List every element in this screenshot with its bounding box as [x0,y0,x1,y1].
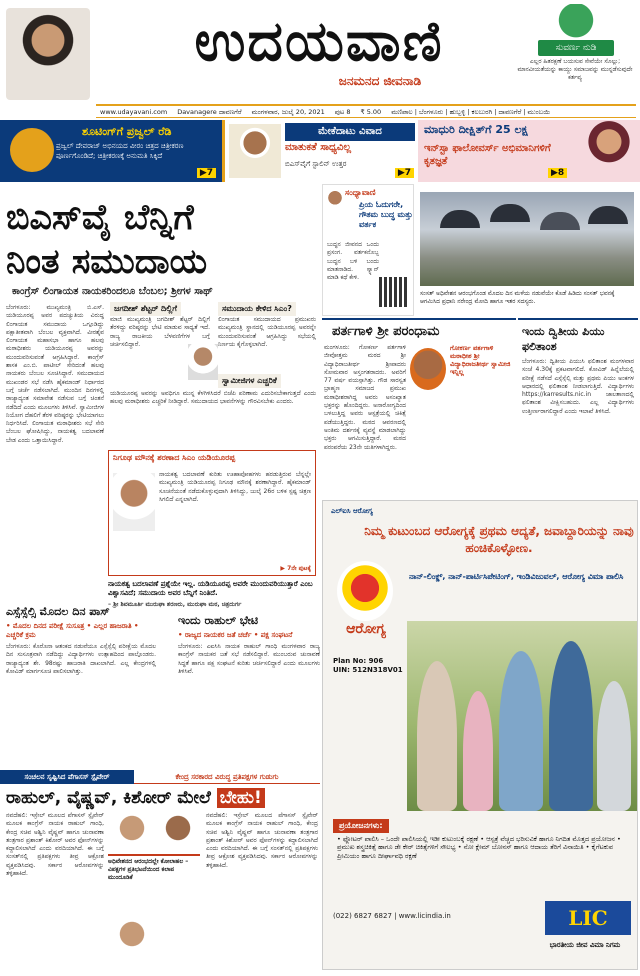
swamiji-body: ಯಡಿಯೂರಪ್ಪ ಅವರನ್ನು ಅವಧಿಗೂ ಮುನ್ನ ಕೆಳಗಿಳಿಸಿದರೆ ಬಿಜೆಪಿ ಪರಿಣಾಮ ಎದುರಿಸಬೇಕಾಗುತ್ತದೆ ಎಂದು ಹಲವು ಮಠಾಧೀಶರು ಎಚ್ಚರಿಕೆ ನೀಡಿದ್ದಾರೆ. ಸಮುದಾಯದ ಭಾವನೆಗಳನ್ನು ಗೌರವಿಸಬೇಕು ಎಂದರು. [110,390,316,406]
yeddy-body: ನಾಯಕತ್ವ ಬದಲಾವಣೆ ಕುರಿತು ಊಹಾಪೋಹಗಳು ಹರಡುತ್ತಿರುವ ಬೆನ್ನಲ್ಲೇ ಮುಖ್ಯಮಂತ್ರಿ ಯಡಿಯೂರಪ್ಪ ನಿಗೂಢ ಮೌನಕ್ಕೆ ಶರಣಾಗಿದ್ದಾರೆ. ಹೈಕಮಾಂಡ್ ಸೂಚನೆಯಂತೆ ನಡೆದುಕೊಳ್ಳುವುದಾಗಿ ತಿಳಿಸಿದ್ದು, ಜುಲೈ 26ರ ಬಳಿಕ ಸ್ಪಷ್ಟ ಚಿತ್ರಣ ಸಿಗಲಿದೆ ಎನ್ನಲಾಗಿದೆ. [159,471,311,503]
stalin-photo [229,124,281,178]
person-figure [417,661,457,811]
madhuri-photo [578,120,640,182]
sslc-story [6,605,156,763]
sslc-points: • ಮೊದಲ ದಿನದ ಪರೀಕ್ಷೆ ಸುಸೂತ್ರ • ಎಲ್ಲರ ಹಾಜರಾತಿ • ಎಚ್ಚರಿಕೆ ಕ್ರಮ [6,622,139,639]
kishor-photo [158,812,198,852]
swamiji-photo [410,348,446,390]
ad-badge: ಆರೋಗ್ಯ [346,621,386,637]
shettar-photo [188,344,218,380]
umbrella-icon [440,210,480,228]
page-ref: ▶7 [197,168,216,178]
page-ref: ▶ 7ನೇ ಪುಟಕ್ಕೆ [280,565,311,572]
suvarna-label: ಸುವರ್ಣ ನುಡಿ [538,40,614,56]
lead-body: ಬೆಂಗಳೂರು: ಮುಖ್ಯಮಂತ್ರಿ ಬಿ.ಎಸ್. ಯಡಿಯೂರಪ್ಪ ಅವರ ಪದಚ್ಯುತಿಯ ವಿರುದ್ಧ ಲಿಂಗಾಯತ ಸಮುದಾಯ ಒಗ್ಗೂಡಿದ್ದು ಪಕ್ಷಾತೀತವಾಗಿ ಬೆಂಬಲ ವ್ಯಕ್ತವಾಗಿದೆ. ವೀರಶೈವ ಲಿಂಗಾಯತ ಮಹಾಸಭಾ ಹಾಗೂ ಹಲವು ಮಠಾಧೀಶರು ಯಡಿಯೂರಪ್ಪ ಅವರನ್ನು ಮುಂದುವರಿಸುವಂತೆ ಆಗ್ರಹಿಸಿದ್ದಾರೆ. ಕಾಂಗ್ರೆಸ್ ಶಾಸಕ ಎಂ.ಬಿ. ಪಾಟೀಲ್ ಸೇರಿದಂತೆ ಹಲವು ನಾಯಕರು ಬೆಂಬಲ ಸೂಚಿಸಿದ್ದಾರೆ. ಸಮುದಾಯದ ಮುಖಂಡರ ಸಭೆ ನಡೆಸಿ ಹೈಕಮಾಂಡ್ ನಿರ್ಧಾರದ ಬಗ್ಗೆ ಚರ್ಚೆ ನಡೆಸಲಾಗಿದೆ. ಮುಂದಿನ ದಿನಗಳಲ್ಲಿ ರಾಜ್ಯಾದ್ಯಂತ ಸಮಾವೇಶ ನಡೆಸುವ ಬಗ್ಗೆ ಚಿಂತನೆ ನಡೆದಿದೆ ಎಂದು ಮೂಲಗಳು ತಿಳಿಸಿವೆ. ಸ್ವಾಮೀಜಿಗಳ ನಿಯೋಗ ದೆಹಲಿಗೆ ತೆರಳಿ ವರಿಷ್ಠರನ್ನು ಭೇಟಿಯಾಗಲು ನಿರ್ಧರಿಸಿದೆ. ಲಿಂಗಾಯತ ಮಠಾಧೀಶರು ಸಭೆ ಸೇರಿ ಬೆಂಬಲ ಘೋಷಿಸಿದ್ದು, ನಾಯಕತ್ವ ಬದಲಾವಣೆ ಬೇಡ ಎಂದು ಒತ್ತಾಯಿಸಿದ್ದಾರೆ. [6,304,104,444]
author-photo [325,189,345,211]
ad-contact: (022) 6827 6827 | www.licindia.in [333,912,451,920]
sandhya-headline: ಪ್ರಿಯ ಓದುಗರೇ, ಗೌತಮ ಬುದ್ಧ ಮತ್ತು ವರ್ತಕ [359,200,413,229]
yeddy-headline: ನಿಗೂಢ ಮೌನಕ್ಕೆ ಶರಣಾದ ಸಿಎಂ ಯಡಿಯೂರಪ್ಪ [113,453,236,462]
rahul-visit-body: ಬೆಂಗಳೂರು: ಎಐಸಿಸಿ ನಾಯಕ ರಾಹುಲ್ ಗಾಂಧಿ ಮಂಗಳವಾರ ರಾಜ್ಯ ಕಾಂಗ್ರೆಸ್ ನಾಯಕರ ಜತೆ ಸಭೆ ನಡೆಸಲಿದ್ದಾರೆ. ಮುಂಬರುವ ಚುನಾವಣೆ ಸಿದ್ಧತೆ ಹಾಗೂ ಪಕ್ಷ ಸಂಘಟನೆ ಕುರಿತು ಚರ್ಚಿಸಲಿದ್ದಾರೆ ಎಂದು ಮೂಲಗಳು ತಿಳಿಸಿವೆ. [178,643,320,675]
heart-icon [337,561,393,621]
pegasus-body-cont: ನವದೆಹಲಿ: ಇಸ್ರೇಲ್ ಮೂಲದ ಪೆಗಾಸಸ್ ಸ್ಪೈವೇರ್ ಮೂಲಕ ಕಾಂಗ್ರೆಸ್ ನಾಯಕ ರಾಹುಲ್ ಗಾಂಧಿ, ಕೇಂದ್ರ ಸಚಿವ ಅಶ್ವಿನಿ ವೈಷ್ಣವ್ ಹಾಗೂ ಚುನಾವಣಾ ತಂತ್ರಗಾರ ಪ್ರಶಾಂತ್ ಕಿಶೋರ್ ಅವರ ಫೋನ್‌ಗಳನ್ನು ಕದ್ದಾಲಿಸಲಾಗಿದೆ ಎಂದು ವರದಿಯಾಗಿದೆ. ಈ ಬಗ್ಗೆ ಸಂಸತ್‌ನಲ್ಲಿ ಪ್ರತಿಪಕ್ಷಗಳು ತೀವ್ರ ಆಕ್ರೋಶ ವ್ಯಕ್ತಪಡಿಸಿದವು. ಸರ್ಕಾರ ಆರೋಪಗಳನ್ನು ತಳ್ಳಿಹಾಕಿದೆ. [206,812,318,869]
rahul-photo [112,812,152,852]
pegasus-banner [0,770,320,784]
puc-result-story [518,318,638,508]
teaser-mekedatu [222,120,418,182]
benefits-title: ಪ್ರಯೋಜನಗಳು: [333,819,389,833]
banner-right: ಕೇಂದ್ರ ಸರಕಾರದ ವಿರುದ್ಧ ಪ್ರತಿಪಕ್ಷಗಳ ಗುಡುಗು [134,770,320,784]
lic-logo: LIC [545,901,631,935]
puc-body: ಬೆಂಗಳೂರು: ದ್ವಿತೀಯ ಪಿಯುಸಿ ಫಲಿತಾಂಶ ಮಂಗಳವಾರ ಸಂಜೆ 4.30ಕ್ಕೆ ಪ್ರಕಟವಾಗಲಿದೆ. ಕೋವಿಡ್ ಹಿನ್ನೆಲೆಯಲ್ಲಿ ಪರೀಕ್ಷೆ ನಡೆಸದೆ ಎಸ್ಸೆಸ್ಸೆಲ್ಸಿ ಮತ್ತು ಪ್ರಥಮ ಪಿಯು ಅಂಕಗಳ ಆಧಾರದಲ್ಲಿ ಫಲಿತಾಂಶ ನೀಡಲಾಗುತ್ತಿದೆ. ವಿದ್ಯಾರ್ಥಿಗಳು https://karresults.nic.in ಜಾಲತಾಣದಲ್ಲಿ ಫಲಿತಾಂಶ ವೀಕ್ಷಿಸಬಹುದು. ಎಲ್ಲ ವಿದ್ಯಾರ್ಥಿಗಳು ಉತ್ತೀರ್ಣರಾಗಲಿದ್ದಾರೆ ಎಂದು ಇಲಾಖೆ ತಿಳಿಸಿದೆ. [522,358,634,415]
teaser-sub2: ಬಿಎಸ್‌ವೈಗೆ ಸ್ಟಾಲಿನ್ ಉತ್ತರ [285,160,347,168]
teaser-strip [0,120,640,182]
teaser-headline: ಮಾಧುರಿ ದೀಕ್ಷಿತ್‌ಗೆ 25 ಲಕ್ಷ [424,123,528,136]
person-figure [597,681,631,811]
masthead [0,0,640,104]
banner-left: ಸಂಚಲನ ಸೃಷ್ಟಿಸಿದ ಪೆಗಾಸಸ್ ಸ್ಪೈವೇರ್ [0,770,134,784]
yeddyurappa-photo [113,473,155,531]
teaser-sub: ಪ್ರಜ್ವಲ್ ದೇವರಾಜ್ ಅಭಿನಯದ ವೀರಂ ಚಿತ್ರದ ಚಿತ್ರೀಕರಣ ಪೂರ್ಣಗೊಂಡಿದೆ; ಚಿತ್ರೀಕರಣಕ್ಕೆ ಅನುಮತಿ ಸಿಕ್ಕಿದೆ [56,142,184,160]
teaser-prajwal [0,120,222,182]
umbrella-icon [540,212,580,230]
jagadish-body: ಮಾಜಿ ಮುಖ್ಯಮಂತ್ರಿ ಜಗದೀಶ್ ಶೆಟ್ಟರ್ ದಿಲ್ಲಿಗೆ ತೆರಳಿದ್ದು ವರಿಷ್ಠರನ್ನು ಭೇಟಿ ಮಾಡುವ ಸಾಧ್ಯತೆ ಇದೆ. ರಾಜ್ಯ ರಾಜಕೀಯ ಬೆಳವಣಿಗೆಗಳ ಬಗ್ಗೆ ಚರ್ಚಿಸಲಿದ್ದಾರೆ. [110,316,210,348]
teaser-headline: ಮೇಕೆದಾಟು ವಿವಾದ [285,123,415,141]
lead-headline [6,196,316,284]
lead-subheadline: ಕಾಂಗ್ರೆಸ್ ಲಿಂಗಾಯತ ನಾಯಕರಿಂದಲೂ ಬೆಂಬಲ; ಶ್ರೀಗಳ ಸಾಥ್ [12,286,213,297]
parthagali-story [322,318,516,508]
parthi-body: ಮಂಗಳೂರು: ಗೋಕರ್ಣ ಪರ್ತಗಾಳಿ ಜೀವೋತ್ತಮ ಮಠದ ಶ್ರೀ ವಿದ್ಯಾಧಿರಾಜತೀರ್ಥ ಶ್ರೀಪಾದರು ಸೋಮವಾರ ಅಸ್ತಂಗತರಾದರು. ಅವರಿಗೆ 77 ವರ್ಷ ವಯಸ್ಸಾಗಿತ್ತು. ಗೌಡ ಸಾರಸ್ವತ ಬ್ರಾಹ್ಮಣ ಸಮಾಜದ ಪ್ರಮುಖ ಮಠಾಧೀಶರಾಗಿದ್ದ ಅವರು ಅಸಂಖ್ಯಾತ ಭಕ್ತರನ್ನು ಹೊಂದಿದ್ದರು. ಅನಾರೋಗ್ಯದಿಂದ ಬಳಲುತ್ತಿದ್ದ ಅವರು ಆಸ್ಪತ್ರೆಯಲ್ಲಿ ಚಿಕಿತ್ಸೆ ಪಡೆಯುತ್ತಿದ್ದರು. ಮಠದ ಆವರಣದಲ್ಲಿ ಅಂತಿಮ ದರ್ಶನಕ್ಕೆ ವ್ಯವಸ್ಥೆ ಮಾಡಲಾಗಿದ್ದು ಭಕ್ತರು ಆಗಮಿಸುತ್ತಿದ್ದಾರೆ. ಮಠದ ಪರಂಪರೆಯ 23ನೇ ಯತಿಗಳಾಗಿದ್ದರು. [324,344,406,451]
teaser-sub: ಮಾತುಕತೆ ಸಾಧ್ಯವಿಲ್ಲ [285,142,352,153]
parthi-headline: ಪರ್ತಗಾಳಿ ಶ್ರೀ ಪರಂಧಾಮ [332,324,440,339]
jagadish-label: ಜಗದೀಶ್ ಶೆಟ್ಟರ್ ದಿಲ್ಲಿಗೆ [110,302,181,316]
tree-icon [556,4,596,40]
masthead-actor-photo [6,8,90,100]
rahul-visit-points: • ರಾಜ್ಯದ ನಾಯಕರ ಜತೆ ಚರ್ಚೆ • ಪಕ್ಷ ಸಂಘಟನೆ [178,631,293,639]
teaser-madhuri [418,120,640,182]
lic-tagline: ಭಾರತೀಯ ಜೀವ ವಿಮಾ ನಿಗಮ [549,941,621,949]
samudaya-label: ಸಮುದಾಯ ಕೇಳಿದ ಸಿಎಂ? [218,302,296,316]
suvarna-nudi-box [516,4,634,100]
parliament-box: ಅಧಿವೇಶನದ ಆರಂಭದಲ್ಲೇ ಕೋಲಾಹಲ – ವಿಪಕ್ಷಗಳ ಪ್ರತಿಭಟನೆಯಿಂದ ಕಲಾಪ ಮುಂದೂಡಿಕೆ [108,854,200,914]
newspaper-logo: ಉದಯವಾಣಿ [194,8,444,73]
yeddyurappa-box [108,450,316,576]
sandhyavani-box [322,184,414,316]
parthi-quote: ಗೋಕರ್ಣ ಪರ್ತಗಾಳಿ ಮಠಾಧೀಶ ಶ್ರೀ ವಿದ್ಯಾಧಿರಾಜತೀರ್ಥ ಸ್ವಾಮೀಜಿ ಇನ್ನಿಲ್ಲ [450,344,511,376]
rahul-visit-headline: ಇಂದು ರಾಹುಲ್ ಭೇಟಿ [178,614,259,627]
ad-plan-info [333,657,413,675]
website: www.udayavani.com [100,108,168,116]
person-figure [463,691,493,811]
pegasus-headline-highlight: ಬೇಹು! [217,788,265,808]
pegasus-headline-text: ರಾಹುಲ್, ವೈಷ್ಣವ್, ಕಿಶೋರ್ ಮೇಲೆ [6,788,211,808]
parliament-rain-photo [420,192,634,286]
family-photo [407,621,637,811]
cities: ಮಣಿಪಾಲ | ಬೆಂಗಳೂರು | ಹುಬ್ಬಳ್ಳಿ | ಕಲಬುರಗಿ | ದಾವಣಗೆರೆ | ಮುಂಬಯಿ [391,108,551,116]
qr-code-icon[interactable] [379,277,409,307]
rahul-visit-story [178,614,320,753]
film-icon [10,128,54,172]
teaser-headline: ಶೂಟಿಂಗ್‌ಗೆ ಪ್ರಜ್ವಲ್ ರೆಡಿ [82,125,172,138]
suvarna-text: ಎಲ್ಲರ ಹಿತರಕ್ಷಣೆ ಬಯಸುವ ಸೇವೆಯೇ ಸೊಲ್ಲು; ಮಾನವೀಯತೆಯನ್ನು ಕಾಯ್ದು ಸಮಾಜವನ್ನು ಮುನ್ನಡೆಸುವುದೇ ಕರ್ತವ್ಯ [517,58,633,81]
sslc-headline: ಎಸ್ಸೆಸ್ಸೆಲ್ಸಿ ಮೊದಲ ದಿನ ಪಾಸ್ [6,605,110,618]
lead-headline-line1: ಬಿಎಸ್‌ವೈ ಬೆನ್ನಿಗೆ [6,197,194,238]
lead-headline-line2: ನಿಂತ ಸಮುದಾಯ [6,241,208,282]
photo-caption: ಸಂಸತ್ ಅಧಿವೇಶನ ಆರಂಭಗೊಂಡ ಮೊದಲ ದಿನ ಮಳೆಯ ನಡುವೆಯೇ ಕೊಡೆ ಹಿಡಿದು ಸಂಸತ್ ಭವನಕ್ಕೆ ಆಗಮಿಸಿದ ಪ್ರಧಾನಿ ನರೇಂದ್ರ ಮೋದಿ ಹಾಗೂ ಇತರ ಸದಸ್ಯರು. [420,290,615,305]
swamiji-label: ಸ್ವಾಮೀಜಿಗಳ ಎಚ್ಚರಿಕೆ [218,374,281,388]
pages: ಪುಟ 8 [334,108,351,116]
samudaya-body: ಲಿಂಗಾಯತ ಸಮುದಾಯದ ಪ್ರಮುಖರು ಮುಖ್ಯಮಂತ್ರಿ ಸ್ಥಾನದಲ್ಲಿ ಯಡಿಯೂರಪ್ಪ ಅವರನ್ನೇ ಮುಂದುವರಿಸುವಂತೆ ಆಗ್ರಹಿಸಿದ್ದು ಸಭೆಯಲ್ಲಿ ನಿರ್ಣಯ ಕೈಗೊಳ್ಳಲಾಗಿದೆ. [218,316,316,348]
person-figure [499,651,543,811]
edition: Davanagere ದಾವಣಗೆರೆ [177,108,242,116]
tagline: ಜನಮನದ ಜೀವನಾಡಿ [338,74,422,88]
ad-headline: ನಿಮ್ಮ ಕುಟುಂಬದ ಆರೋಗ್ಯಕ್ಕೆ ಪ್ರಥಮ ಆದ್ಯತೆ, ಜವಾಬ್ದಾರಿಯನ್ನು ನಾವು ಹಂಚಿಕೊಳ್ಳೋಣ. [364,524,634,555]
page-ref: ▶7 [395,168,414,178]
page-ref: ▶8 [548,168,567,178]
puc-headline: ಇಂದು ದ್ವಿತೀಯ ಪಿಯು ಫಲಿತಾಂಶ [522,325,605,353]
price: ₹ 5.00 [360,108,382,116]
teaser-sub: ಇನ್‌ಸ್ಟಾ ಫಾಲೋವರ್ಸ್ ಅಭಿಮಾನಿಗಳಿಗೆ ಕೃತಜ್ಞತೆ [424,143,551,167]
vaishnaw-photo [112,918,152,958]
pegasus-body: ನವದೆಹಲಿ: ಇಸ್ರೇಲ್ ಮೂಲದ ಪೆಗಾಸಸ್ ಸ್ಪೈವೇರ್ ಮೂಲಕ ಕಾಂಗ್ರೆಸ್ ನಾಯಕ ರಾಹುಲ್ ಗಾಂಧಿ, ಕೇಂದ್ರ ಸಚಿವ ಅಶ್ವಿನಿ ವೈಷ್ಣವ್ ಹಾಗೂ ಚುನಾವಣಾ ತಂತ್ರಗಾರ ಪ್ರಶಾಂತ್ ಕಿಶೋರ್ ಅವರ ಫೋನ್‌ಗಳನ್ನು ಕದ್ದಾಲಿಸಲಾಗಿದೆ ಎಂದು ವರದಿಯಾಗಿದೆ. ಈ ಬಗ್ಗೆ ಸಂಸತ್‌ನಲ್ಲಿ ಪ್ರತಿಪಕ್ಷಗಳು ತೀವ್ರ ಆಕ್ರೋಶ ವ್ಯಕ್ತಪಡಿಸಿದವು. ಸರ್ಕಾರ ಆರೋಪಗಳನ್ನು ತಳ್ಳಿಹಾಕಿದೆ. [6,812,104,878]
date: ಮಂಗಳವಾರ, ಜುಲೈ 20, 2021 [251,108,325,116]
ad-features: ನಾನ್-ಲಿಂಕ್ಡ್, ನಾನ್-ಪಾರ್ಟಿಸಿಪೇಟಿಂಗ್, ಇಂಡಿವಿಜುವಲ್, ಆರೋಗ್ಯ ವಿಮಾ ಪಾಲಿಸಿ [409,572,624,581]
sandhya-body: ಬುದ್ಧನ ಜೀವನದ ಒಂದು ಪ್ರಸಂಗ. ವರ್ತಕನೊಬ್ಬ ಬುದ್ಧನ ಬಳಿ ಬಂದು ಮಾತನಾಡಿದ. ಸ್ಕ್ಯಾನ್ ಮಾಡಿ ಕಥೆ ಕೇಳಿ. [327,241,379,282]
plan-no: Plan No: 906 [333,657,384,665]
quote-author: – ಶ್ರೀ ಶಿವಮೂರ್ತಿ ಮುರುಘಾ ಶರಣರು, ಮುರುಘಾ ಮಠ, ಚಿತ್ರದುರ್ಗ [108,601,242,608]
umbrella-icon [588,206,628,224]
lic-arogya-ad [322,500,638,970]
person-figure [549,641,593,811]
quote-text: ನಾಯಕತ್ವ ಬದಲಾವಣೆ ಪ್ರಶ್ನೆಯೇ ಇಲ್ಲ. ಯಡಿಯೂರಪ್ಪ ಅವರೇ ಮುಂದುವರಿಯುತ್ತಾರೆ ಎಂಬ ವಿಶ್ವಾಸವಿದೆ; ಸಮುದಾಯ ಅವರ ಬೆನ್ನಿಗೆ ನಿಂತಿದೆ. [108,580,313,597]
benefits-list: • ಫ್ಲೋಟರ್ ಪಾಲಿಸಿ – ಒಂದೇ ಪಾಲಿಸಿಯಲ್ಲಿ ಇಡೀ ಕುಟುಂಬಕ್ಕೆ ರಕ್ಷಣೆ • ಆಸ್ಪತ್ರೆ ವೆಚ್ಚದ ಭರಿಸುವಿಕೆ ಹಾಗೂ ನಿಗದಿತ ಮೊತ್ತದ ಪ್ರಯೋಜನ • ಪ್ರಮುಖ ಶಸ್ತ್ರಚಿಕಿತ್ಸೆ ಹಾಗೂ ಡೇ ಕೇರ್ ಚಿಕಿತ್ಸೆಗಳಿಗೆ ಸೌಲಭ್ಯ • ನೋ ಕ್ಲೇಮ್ ಬೋನಸ್ ಹಾಗೂ ಆದಾಯ ತೆರಿಗೆ ವಿನಾಯಿತಿ • ಕೈಗೆಟಕುವ ಪ್ರೀಮಿಯಂ ಹಾಗೂ ದೀರ್ಘಾವಧಿ ರಕ್ಷಣೆ [337,835,621,860]
uin: UIN: 512N318V01 [333,666,403,674]
sandhya-label: ಸಂಧ್ಯಾವಾಣಿ [345,188,376,197]
sslc-body: ಬೆಂಗಳೂರು: ಕೊರೊನಾ ಆತಂಕದ ನಡುವೆಯೂ ಎಸ್ಸೆಸ್ಸೆಲ್ಸಿ ಪರೀಕ್ಷೆಯ ಮೊದಲ ದಿನ ಸುಸೂತ್ರವಾಗಿ ನಡೆದಿದ್ದು ವಿದ್ಯಾರ್ಥಿಗಳು ಉತ್ಸಾಹದಿಂದ ಪಾಲ್ಗೊಂಡರು. ರಾಜ್ಯಾದ್ಯಂತ ಶೇ. 98ರಷ್ಟು ಹಾಜರಾತಿ ದಾಖಲಾಗಿದೆ. ಎಲ್ಲ ಕೇಂದ್ರಗಳಲ್ಲಿ ಕೋವಿಡ್ ಮಾರ್ಗಸೂಚಿ ಪಾಲಿಸಲಾಗಿತ್ತು. [6,643,156,675]
pegasus-headline [6,788,322,808]
ad-logo-label: ಎಲ್ಐಸಿ ಆರೋಗ್ಯ [331,507,373,515]
info-bar [96,104,636,118]
umbrella-icon [490,204,530,222]
